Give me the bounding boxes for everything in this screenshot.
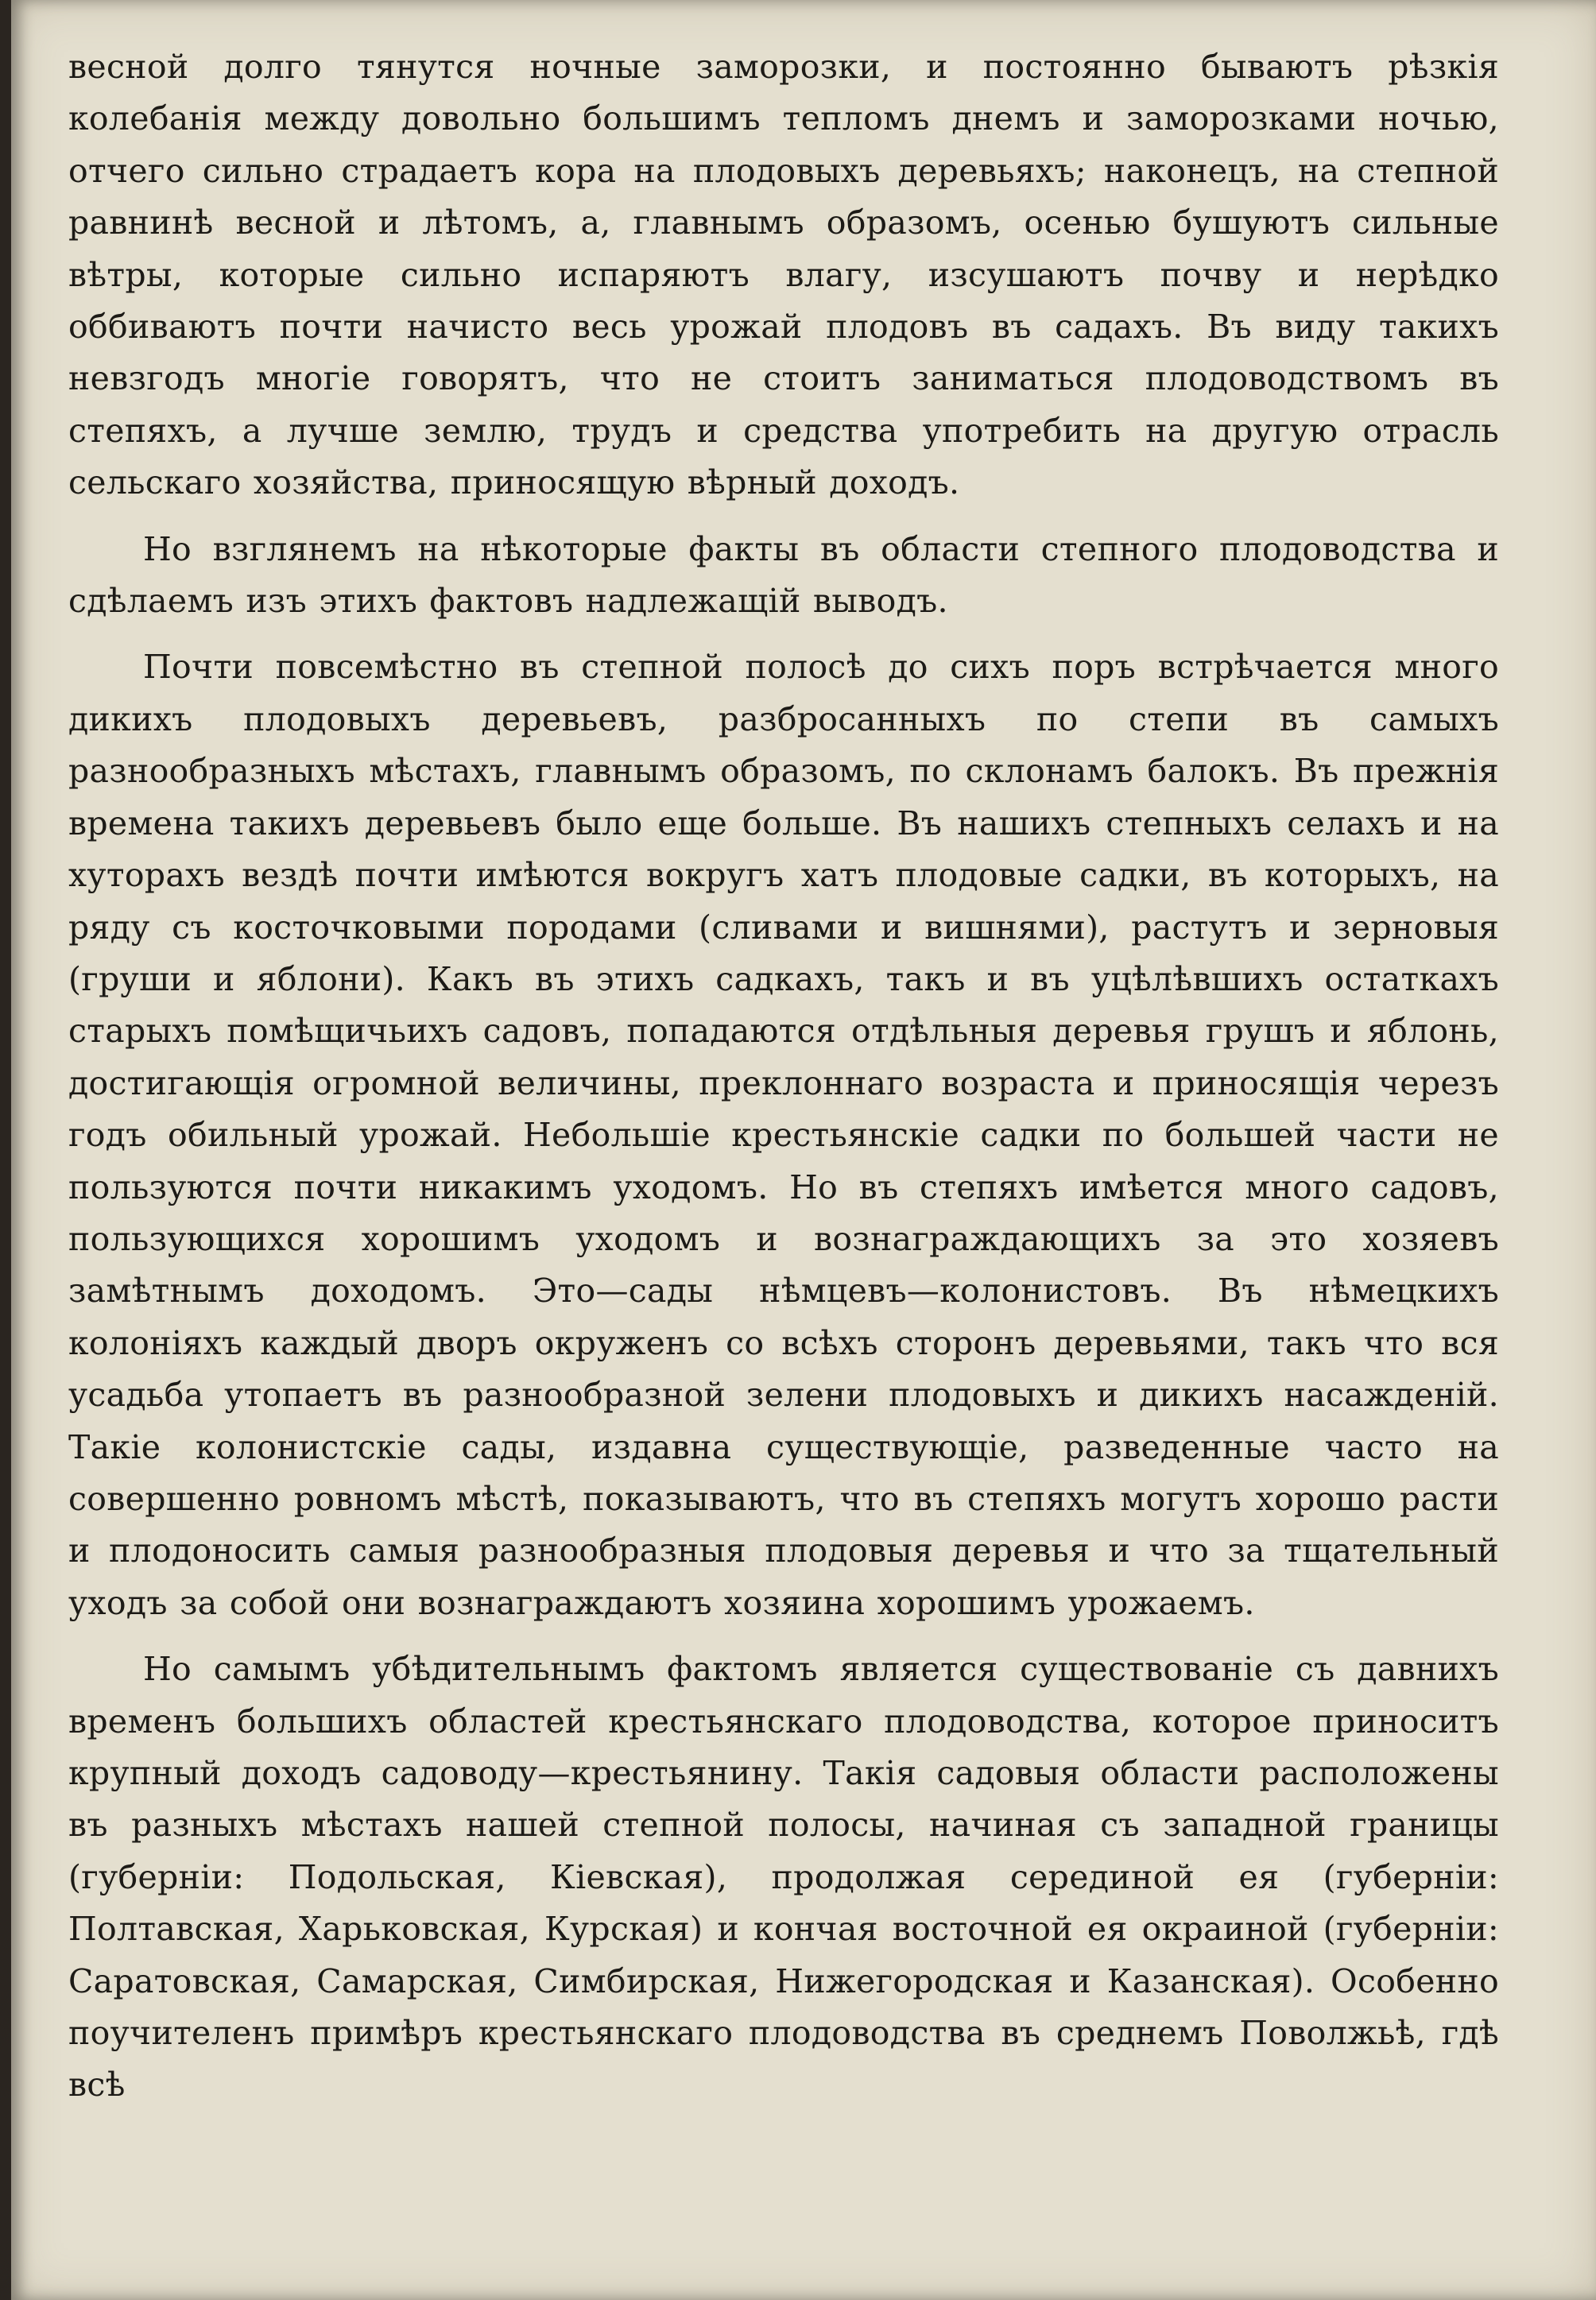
paragraph-2: Но взглянемъ на нѣкоторые факты въ области степного плодоводства и сдѣлаемъ изъ этихъ фактовъ надлежащій выводъ. — [68, 529, 1499, 621]
paragraph-4: Но самымъ убѣдительнымъ фактомъ является существованіе съ давнихъ временъ большихъ областей крестьянскаго плодоводства, которое приноситъ крупный доходъ садоводу—крестьянину. Такія садовыя области расположены въ разныхъ мѣстахъ нашей степной полосы, начиная съ западной границы (губерніи: Подольская, Кіевская), продолжая серединой ея (губерніи: Полтавская, Харьковская, Курская) и кончая восточной ея окраиной (губерніи: Саратовская, Самарская, Симбирская, Нижегородская и Казанская). Особенно поучителенъ примѣръ крестьянскаго плодоводства въ среднемъ Поволжьѣ, гдѣ всѣ — [68, 1650, 1499, 2104]
page-text — [68, 41, 1499, 2112]
paragraph-3: Почти повсемѣстно въ степной полосѣ до сихъ поръ встрѣчается много дикихъ плодовыхъ деревьевъ, разбросанныхъ по степи въ самыхъ разнообразныхъ мѣстахъ, главнымъ образомъ, по склонамъ балокъ. Въ прежнія времена такихъ деревьевъ было еще больше. Въ нашихъ степныхъ селахъ и на хуторахъ вездѣ почти имѣются вокругъ хатъ плодовые садки, въ которыхъ, на ряду съ косточковыми породами (сливами и вишнями), растутъ и зерновыя (груши и яблони). Какъ въ этихъ садкахъ, такъ и въ уцѣлѣвшихъ остаткахъ старыхъ помѣщичьихъ садовъ, попадаются отдѣльныя деревья грушъ и яблонь, достигающія огромной величины, преклоннаго возраста и приносящія черезъ годъ обильный урожай. Небольшіе крестьянскіе садки по большей части не пользуются почти никакимъ уходомъ. Но въ степяхъ имѣется много садовъ, пользующихся хорошимъ уходомъ и вознаграждающихъ за это хозяевъ замѣтнымъ доходомъ. Это—сады нѣмцевъ—колонистовъ. Въ нѣмецкихъ колоніяхъ каждый дворъ окруженъ со всѣхъ сторонъ деревьями, такъ что вся усадьба утопаетъ въ разнообразной зелени плодовыхъ и дикихъ насажденій. Такіе колонистскіе сады, издавна существующіе, разведенные часто на совершенно ровномъ мѣстѣ, показываютъ, что въ степяхъ могутъ хорошо расти и плодоносить самыя разнообразныя плодовыя деревья и что за тщательный уходъ за собой они вознаграждаютъ хозяина хорошимъ урожаемъ. — [68, 648, 1499, 1622]
paragraph-1: весной долго тянутся ночные заморозки, и постоянно бываютъ рѣзкія колебанія между довольно большимъ тепломъ днемъ и заморозками ночью, отчего сильно страдаетъ кора на плодовыхъ деревьяхъ; наконецъ, на степной равнинѣ весной и лѣтомъ, а, главнымъ образомъ, осенью бушуютъ сильные вѣтры, которые сильно испаряютъ влагу, изсушаютъ почву и нерѣдко оббиваютъ почти начисто весь урожай плодовъ въ садахъ. Въ виду такихъ невзгодъ многіе говорятъ, что не стоитъ заниматься плодоводствомъ въ степяхъ, а лучше землю, трудъ и средства употребить на другую отрасль сельскаго хозяйства, приносящую вѣрный доходъ. — [68, 48, 1499, 502]
book-page — [11, 0, 1596, 2300]
